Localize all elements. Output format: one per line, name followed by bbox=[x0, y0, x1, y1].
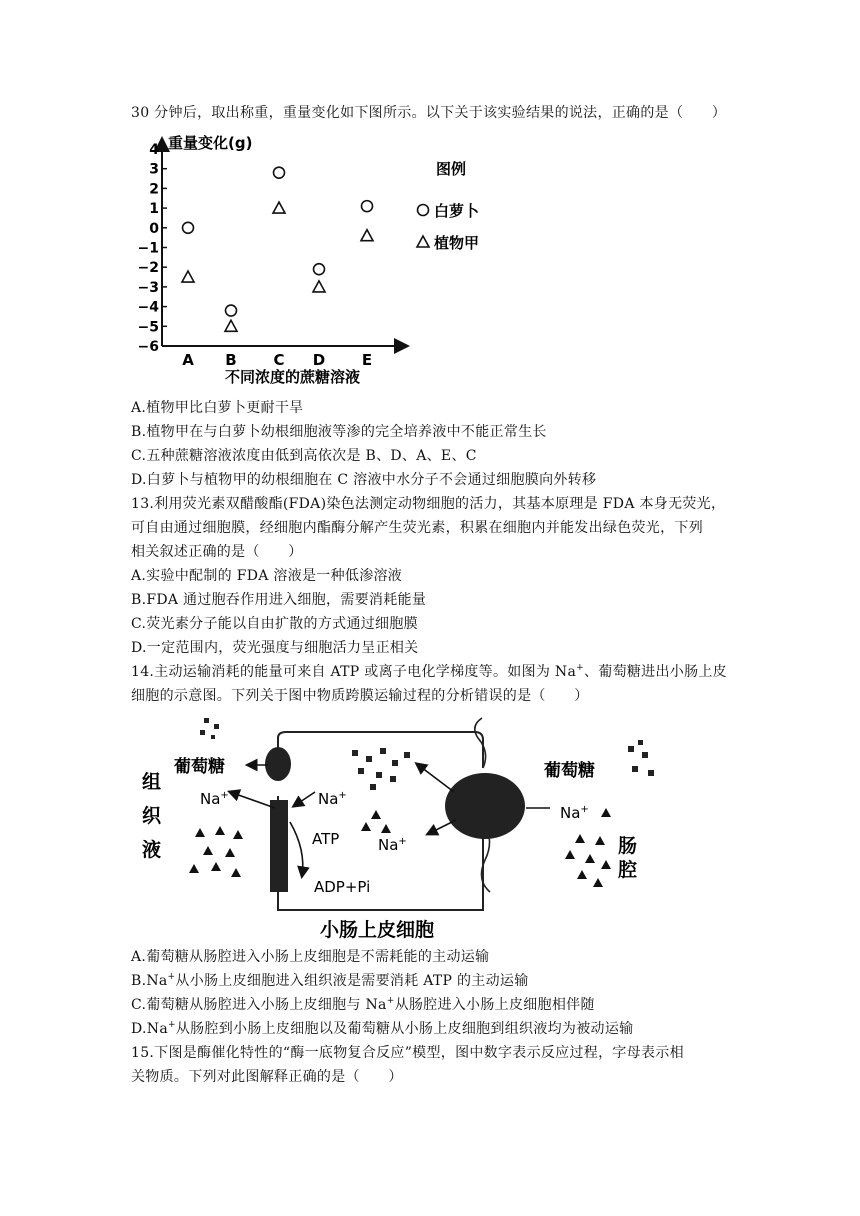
point-radish-C bbox=[274, 167, 285, 178]
q14-stem-line-2: 细胞的示意图。下列关于图中物质跨膜运输过程的分析错误的是（ ） bbox=[131, 688, 589, 704]
y-tick-label-10: −6 bbox=[137, 339, 159, 355]
q12-intro: 30 分钟后，取出称重，重量变化如下图所示。以下关于该实验结果的说法，正确的是（ ） bbox=[131, 105, 727, 121]
atp-hydrolysis-arrow bbox=[290, 822, 303, 876]
atp-label: ATP bbox=[312, 830, 340, 848]
tissue-fluid-char-3: 液 bbox=[142, 839, 162, 861]
adp-pi-label: ADP+Pi bbox=[314, 878, 371, 896]
y-tick-label-2: 2 bbox=[149, 181, 159, 198]
y-axis-label: 重量变化(g) bbox=[168, 134, 253, 152]
na-in-arrow bbox=[294, 792, 315, 806]
legend-circle-marker bbox=[418, 205, 429, 216]
point-radish-E bbox=[362, 201, 373, 212]
na-label-1: Na+ bbox=[200, 790, 229, 808]
glucose-entry-arrow bbox=[417, 764, 454, 792]
point-radish-D bbox=[314, 264, 325, 275]
na-label-4: Na+ bbox=[560, 804, 589, 822]
y-tick-label-4: 0 bbox=[149, 220, 159, 237]
na-label-2: Na+ bbox=[318, 790, 347, 808]
q14-stem-line-1: 14.主动运输消耗的能量可来自 ATP 或离子电化学梯度等。如图为 Na+、葡萄糖进出小肠上皮 bbox=[131, 663, 727, 680]
q12-option-d: D.白萝卜与植物甲的幼根细胞在 C 溶液中水分子不会通过细胞膜向外转移 bbox=[131, 472, 597, 488]
q15-stem-line-1: 15.下图是酶催化特性的“酶一底物复合反应”模型，图中数字表示反应过程，字母表示相 bbox=[131, 1045, 684, 1061]
legend-triangle-marker bbox=[417, 236, 429, 247]
y-tick-label-1: 3 bbox=[149, 161, 159, 178]
point-plant-D bbox=[313, 281, 325, 292]
x-axis-label: 不同浓度的蔗糖溶液 bbox=[225, 368, 361, 386]
intestinal-cell-diagram bbox=[130, 710, 672, 946]
legend-title: 图例 bbox=[436, 160, 467, 178]
x-tick-label-D: D bbox=[312, 351, 326, 369]
y-tick-label-6: −2 bbox=[137, 260, 159, 277]
glucose-label-left: 葡萄糖 bbox=[174, 757, 225, 777]
tissue-fluid-char-1: 组 bbox=[142, 771, 162, 793]
y-tick-label-9: −5 bbox=[137, 319, 159, 336]
x-tick-label-C: C bbox=[273, 351, 285, 369]
q13-option-a: A.实验中配制的 FDA 溶液是一种低渗溶液 bbox=[131, 568, 403, 584]
point-plant-A bbox=[182, 271, 194, 282]
q14-option-d: D.Na+从肠腔到小肠上皮细胞以及葡萄糖从小肠上皮细胞到组织液均为被动运输 bbox=[131, 1020, 634, 1037]
point-plant-C bbox=[273, 202, 285, 213]
q13-stem-line-2: 可自由通过细胞膜，经细胞内酯酶分解产生荧光素，积累在细胞内并能发出绿色荧光，下列 bbox=[131, 520, 703, 536]
point-plant-E bbox=[361, 230, 373, 241]
legend-series-1: 白萝卜 bbox=[434, 202, 480, 220]
lumen-char-2: 腔 bbox=[618, 859, 638, 881]
q12-option-b: B.植物甲在与白萝卜幼根细胞液等渗的完全培养液中不能正常生长 bbox=[131, 424, 547, 440]
q13-option-d: D.一定范围内，荧光强度与细胞活力呈正相关 bbox=[131, 640, 419, 656]
chart-svg bbox=[128, 130, 508, 392]
q14-option-b: B.Na+从小肠上皮细胞进入组织液是需要消耗 ATP 的主动运输 bbox=[131, 972, 529, 989]
legend bbox=[417, 160, 479, 252]
y-tick-label-0: 4 bbox=[149, 142, 159, 158]
sodium-triangles bbox=[189, 808, 611, 887]
y-tick-label-5: −1 bbox=[137, 240, 159, 257]
q12-option-a: A.植物甲比白萝卜更耐干旱 bbox=[131, 400, 304, 416]
data-points bbox=[182, 167, 373, 331]
point-radish-B bbox=[226, 305, 237, 316]
point-radish-A bbox=[183, 222, 194, 233]
q13-stem-line-1: 13.利用荧光素双醋酸酯(FDA)染色法测定动物细胞的活力，其基本原理是 FDA 本身无荧光， bbox=[131, 496, 726, 512]
y-tick-label-8: −4 bbox=[137, 299, 159, 316]
na-entry-arrow bbox=[428, 820, 456, 834]
q14-option-c: C.葡萄糖从肠腔进入小肠上皮细胞与 Na+从肠腔进入小肠上皮细胞相伴随 bbox=[131, 996, 595, 1013]
q15-stem-line-2: 关物质。下列对此图解释正确的是（ ） bbox=[131, 1069, 403, 1085]
cotransporter-icon bbox=[445, 773, 525, 839]
q13-stem-line-3: 相关叙述正确的是（ ） bbox=[131, 544, 303, 560]
lumen-char-1: 肠 bbox=[618, 835, 638, 857]
na-label-3: Na+ bbox=[378, 836, 407, 854]
q13-option-c: C.荧光素分子能以自由扩散的方式通过细胞膜 bbox=[131, 616, 418, 632]
legend-series-2: 植物甲 bbox=[434, 234, 480, 252]
q14-option-a: A.葡萄糖从肠腔进入小肠上皮细胞是不需耗能的主动运输 bbox=[131, 949, 490, 965]
y-tick-label-3: 1 bbox=[149, 201, 159, 218]
y-tick-label-7: −3 bbox=[137, 279, 159, 296]
q12-option-c: C.五种蔗糖溶液浓度由低到高依次是 B、D、A、E、C bbox=[131, 448, 477, 464]
q13-option-b: B.FDA 通过胞吞作用进入细胞，需要消耗能量 bbox=[131, 592, 427, 608]
diagram-caption: 小肠上皮细胞 bbox=[320, 919, 435, 941]
na-out-arrow bbox=[230, 792, 275, 808]
x-tick-label-E: E bbox=[361, 351, 373, 369]
glucose-label-right: 葡萄糖 bbox=[544, 761, 595, 781]
weight-change-chart bbox=[128, 130, 508, 392]
point-plant-B bbox=[225, 320, 237, 331]
glucose-carrier-icon bbox=[265, 747, 291, 781]
diagram-svg bbox=[130, 710, 672, 946]
sodium-pump-icon bbox=[270, 800, 288, 892]
x-ticks bbox=[182, 351, 372, 369]
x-tick-label-A: A bbox=[182, 351, 194, 369]
tissue-fluid-char-2: 织 bbox=[142, 805, 162, 827]
x-tick-label-B: B bbox=[225, 351, 237, 369]
